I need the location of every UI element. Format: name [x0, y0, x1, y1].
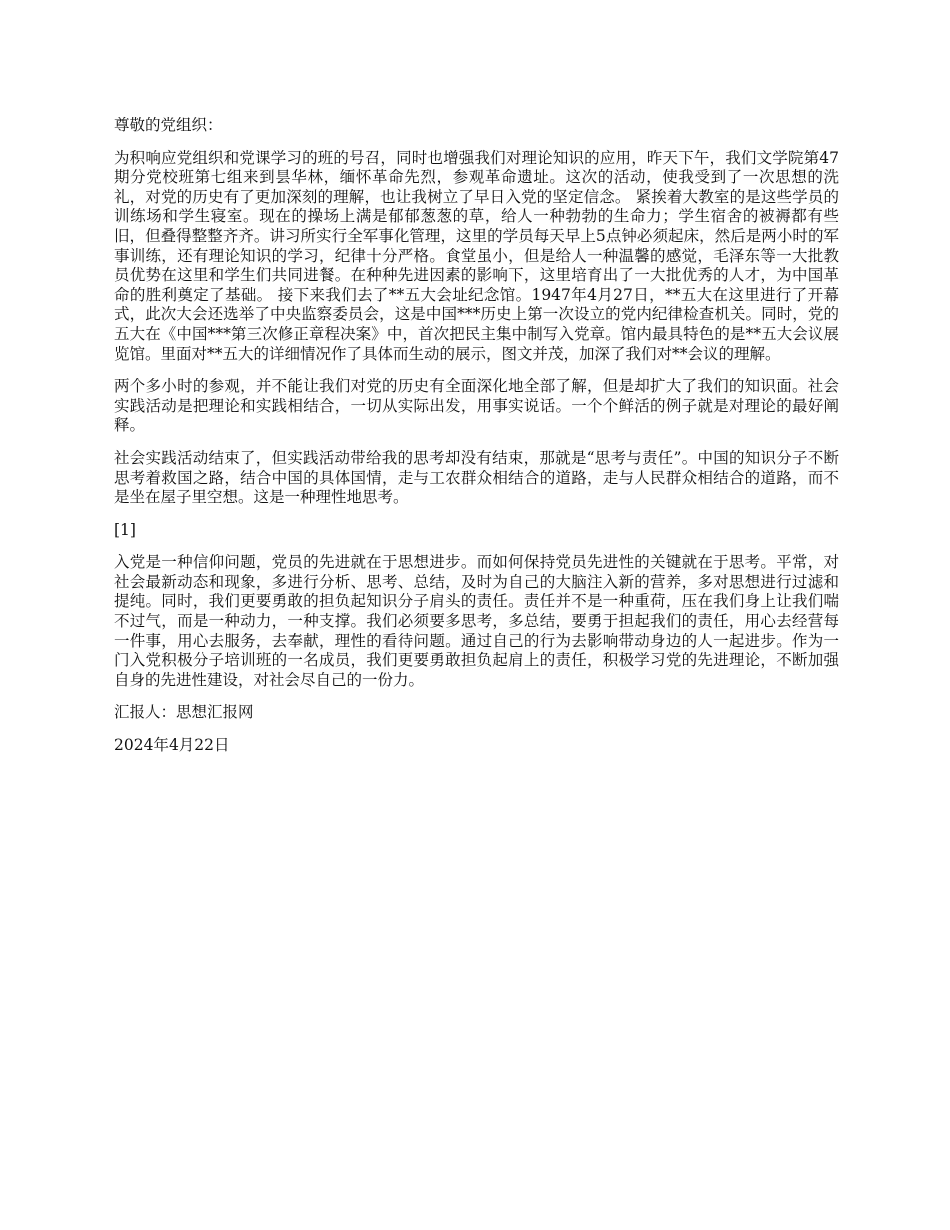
footnote-marker: [1] [114, 520, 136, 539]
document-body [114, 116, 839, 769]
date-line: 2024年4月22日 [114, 736, 230, 755]
paragraph-knowledge: 两个多小时的参观，并不能让我们对党的历史有全面深化地全部了解，但是却扩大了我们的知识面。社会实践活动是把理论和实践相结合，一切从实际出发，用事实说话。一个个鲜活的例子就是对理论的最好阐释。 [114, 377, 839, 435]
paragraph-responsibility: 入党是一种信仰问题，党员的先进就在于思想进步。而如何保持党员先进性的关键就在于思考。平常，对社会最新动态和现象，多进行分析、思考、总结，及时为自己的大脑注入新的营养，多对思想进行过滤和提纯。同时，我们更要勇敢的担负起知识分子肩头的责任。责任并不是一种重荷，压在我们身上让我们喘不过气，而是一种动力，一种支撑。我们必须要多思考，多总结，要勇于担起我们的责任，用心去经营每一件事，用心去服务，去奉献，理性的看待问题。通过自己的行为去影响带动身边的人一起进步。作为一门入党积极分子培训班的一名成员，我们更要勇敢担负起肩上的责任，积极学习党的先进理论，不断加强自身的先进性建设，对社会尽自己的一份力。 [114, 553, 839, 689]
reporter-line: 汇报人：思想汇报网 [114, 703, 254, 722]
paragraph-reflection: 社会实践活动结束了，但实践活动带给我的思考却没有结束，那就是“思考与责任”。中国的知识分子不断思考着救国之路，结合中国的具体国情，走与工农群众相结合的道路，走与人民群众相结合的道路，而不是坐在屋子里空想。这是一种理性地思考。 [114, 448, 839, 507]
paragraph-visit: 为积响应党组织和党课学习的班的号召，同时也增强我们对理论知识的应用，昨天下午，我们文学院第47期分党校班第七组来到昙华林，缅怀革命先烈，参观革命遗址。这次的活动，使我受到了一次思想的洗礼，对党的历史有了更加深刻的理解，也让我树立了早日入党的坚定信念。 紧挨着大教室的是这些学员的训练场和学生寝室。现在的操场上满是郁郁葱葱的草，给人一种勃勃的生命力；学生宿舍的被褥都有些旧，但叠得整整齐齐。讲习所实行全军事化管理，这里的学员每天早上5点钟必须起床，然后是两小时的军事训练，还有理论知识的学习，纪律十分严格。食堂虽小，但是给人一种温馨的感觉，毛泽东等一大批教员优势在这里和学生们共同进餐。在种种先进因素的影响下，这里培育出了一大批优秀的人才，为中国革命的胜利奠定了基础。 接下来我们去了**五大会址纪念馆。1947年4月27日，**五大在这里进行了开幕式，此次大会还选举了中央监察委员会，这是中国***历史上第一次设立的党内纪律检查机关。同时，党的五大在《中国***第三次修正章程决案》中，首次把民主集中制写入党章。馆内最具特色的是**五大会议展览馆。里面对**五大的详细情况作了具体而生动的展示，图文并茂，加深了我们对**会议的理解。 [114, 148, 839, 363]
salutation: 尊敬的党组织： [114, 116, 223, 134]
